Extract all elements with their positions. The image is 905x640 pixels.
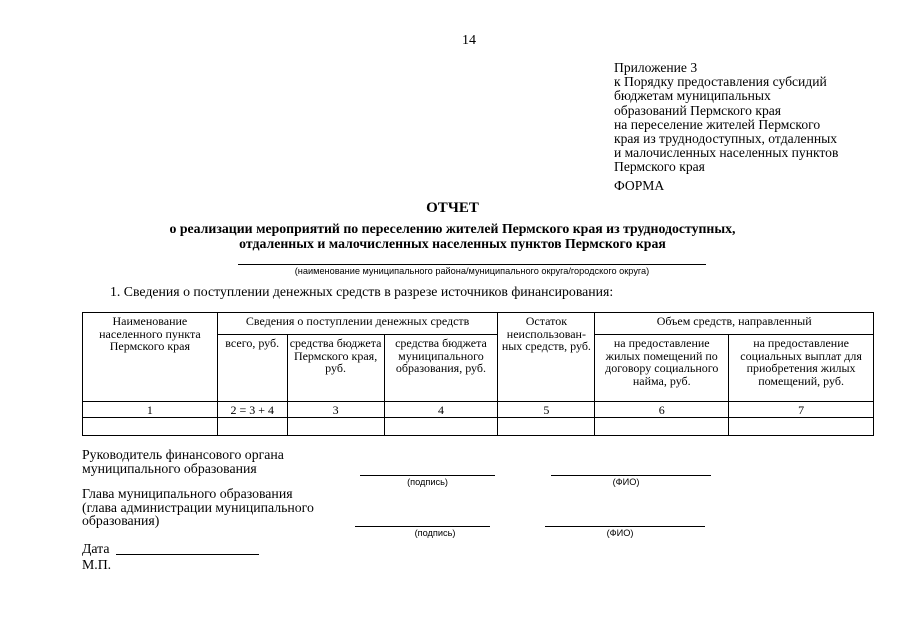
col-header-municipal: средства бюджета муниципального образования, руб.: [384, 335, 498, 402]
table-row: [83, 417, 874, 435]
section-heading: 1. Сведения о поступлении денежных средств в разрезе источников финансирования:: [110, 284, 614, 299]
appendix-line: края из труднодоступных, отдаленных: [614, 131, 838, 147]
signature-caption: (подпись): [407, 477, 448, 487]
page-number: 14: [462, 33, 476, 48]
date-label: Дата: [82, 541, 110, 556]
fio-caption: (ФИО): [606, 528, 634, 538]
appendix-line: бюджетам муниципальных: [614, 88, 771, 104]
date-field[interactable]: [116, 554, 259, 555]
col-header-payments: на предоставление социальных выплат для приобретения жилых помещений, руб.: [729, 335, 874, 402]
finance-head-label-line: муниципального образования: [82, 460, 257, 476]
table-cell[interactable]: [498, 417, 595, 435]
table-cell[interactable]: [729, 417, 874, 435]
table-cell[interactable]: [595, 417, 729, 435]
column-number: 5: [498, 402, 595, 418]
table-cell[interactable]: [217, 417, 287, 435]
appendix-line: и малочисленных населенных пунктов: [614, 145, 839, 161]
fio-caption: (ФИО): [612, 477, 640, 487]
report-subtitle: [0, 222, 905, 251]
signature-caption: (подпись): [414, 528, 456, 538]
appendix-line: на переселение жителей Пермского: [614, 116, 821, 132]
table-cell[interactable]: [287, 417, 384, 435]
funding-table: [82, 312, 874, 436]
stamp-label: М.П.: [82, 557, 112, 572]
report-subtitle-line: о реализации мероприятий по переселению жителей Пермского края из труднодоступных,: [169, 221, 736, 236]
col-header-housing: на предоставление жилых помещений по договору социального найма, руб.: [595, 335, 729, 402]
col-header-settlement: Наименование населенного пункта Пермского края: [83, 313, 218, 402]
municipality-name-field[interactable]: [238, 264, 706, 265]
municipal-head-signature-field[interactable]: [355, 526, 490, 527]
table-cell[interactable]: [83, 417, 218, 435]
appendix-line: Приложение 3: [614, 60, 698, 75]
column-number: 6: [595, 402, 729, 418]
column-number: 2 = 3 + 4: [217, 402, 287, 418]
col-group-receipts: Сведения о поступлении денежных средств: [217, 313, 498, 335]
municipal-head-fio-field[interactable]: [545, 526, 705, 527]
col-header-regional: средства бюджета Пермского края, руб.: [287, 335, 384, 402]
finance-head-label-line: Руководитель финансового органа: [82, 447, 284, 462]
column-number: 4: [384, 402, 498, 418]
col-header-remainder: Остаток неиспользован-ных средств, руб.: [498, 313, 595, 402]
appendix-line: Пермского края: [614, 159, 705, 175]
table-cell[interactable]: [384, 417, 498, 435]
municipal-head-label-line: образования): [82, 513, 160, 528]
col-group-spent: Объем средств, направленный: [595, 313, 874, 335]
municipal-head-label-line: (глава администрации муниципального: [82, 499, 314, 515]
municipal-head-label-line: Глава муниципального образования: [82, 486, 293, 501]
finance-head-fio-field[interactable]: [551, 475, 711, 476]
finance-head-signature-field[interactable]: [360, 475, 495, 476]
municipality-name-caption: (наименование муниципального района/муниципального округа/городского округа): [294, 266, 650, 276]
finance-head-label: [82, 448, 284, 475]
municipal-head-label: [82, 487, 314, 528]
appendix-line: к Порядку предоставления субсидий: [614, 74, 827, 90]
report-title: ОТЧЕТ: [426, 200, 479, 216]
column-number: 3: [287, 402, 384, 418]
column-numbers-row: [83, 402, 874, 418]
form-label: ФОРМА: [614, 178, 665, 193]
column-number: 1: [83, 402, 218, 418]
col-header-total: всего, руб.: [217, 335, 287, 402]
appendix-header: [614, 61, 899, 175]
report-subtitle-line: отдаленных и малочисленных населенных пунктов Пермского края: [239, 235, 666, 251]
appendix-line: образований Пермского края: [614, 102, 782, 118]
column-number: 7: [729, 402, 874, 418]
